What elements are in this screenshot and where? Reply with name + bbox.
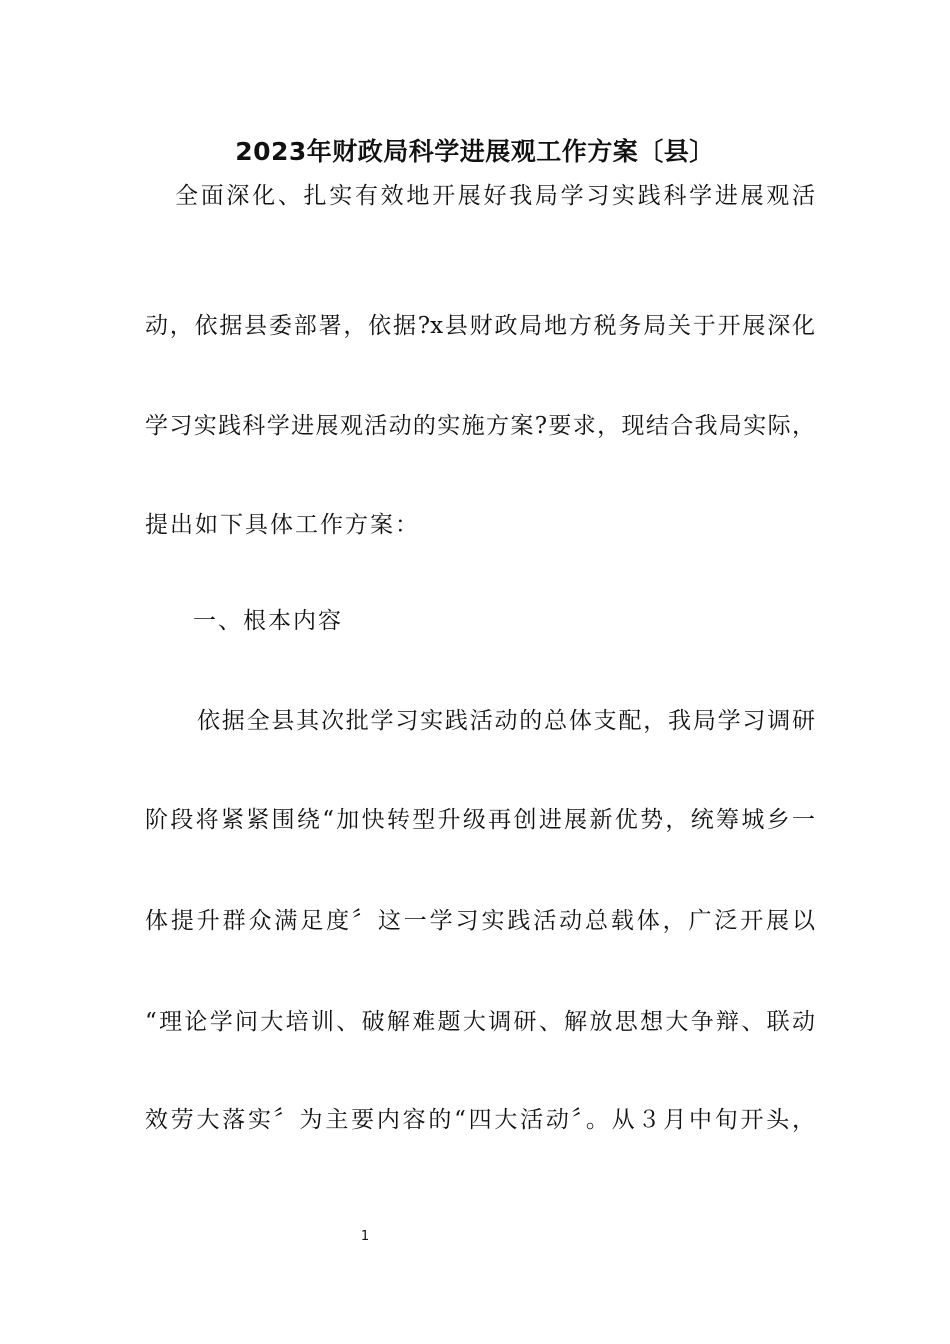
document-title: 2023年财政局科学进展观工作方案〔县〕 [235, 137, 715, 166]
paragraph-line-5: 依据全县其次批学习实践活动的总体支配，我局学习调研 [197, 708, 815, 734]
paragraph-line-8: “理论学问大培训、破解难题大调研、解放思想大争辩、联动 [145, 1009, 815, 1035]
paragraph-line-1: 全面深化、扎实有效地开展好我局学习实践科学进展观活 [175, 183, 815, 209]
paragraph-line-9: 效劳大落实〞为主要内容的“四大活动〞。从３月中旬开头， [145, 1107, 815, 1133]
paragraph-line-2: 动，依据县委部署，依据?x县财政局地方税务局关于开展深化 [145, 313, 815, 339]
page-number: 1 [360, 1229, 370, 1244]
paragraph-line-7: 体提升群众满足度〞这一学习实践活动总载体，广泛开展以 [145, 908, 815, 934]
paragraph-line-3: 学习实践科学进展观活动的实施方案?要求，现结合我局实际， [145, 413, 815, 439]
section-heading: 一、根本内容 [193, 608, 343, 634]
paragraph-line-4: 提出如下具体工作方案： [145, 512, 420, 538]
paragraph-line-6: 阶段将紧紧围绕“加快转型升级再创进展新优势，统筹城乡一 [145, 807, 815, 833]
